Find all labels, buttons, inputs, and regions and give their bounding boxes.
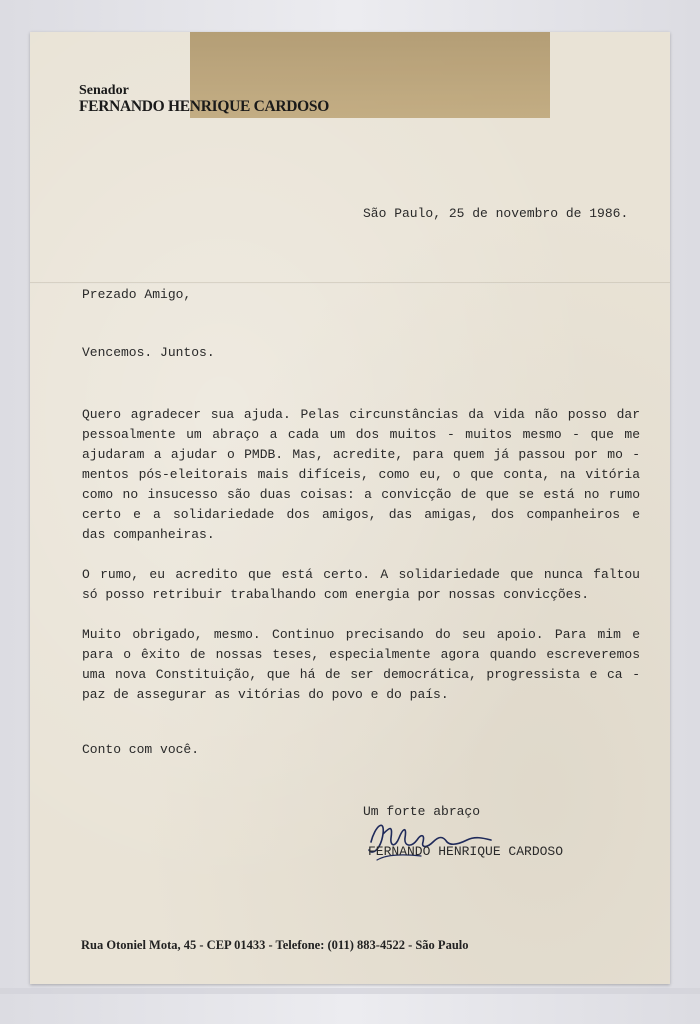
letter-signoff: Um forte abraço [363,804,481,819]
signed-name: FERNANDO HENRIQUE CARDOSO [368,844,564,859]
sleeve-edge [0,988,700,994]
paragraph-line: uma nova Constituição, que há de ser democrática, progressista e ca - [82,667,640,682]
letter-closing: Conto com você. [82,742,200,757]
letter-salutation: Prezado Amigo, [82,287,192,302]
paragraph-line: Muito obrigado, mesmo. Continuo precisando do seu apoio. Para mim e [82,627,640,642]
paragraph-line: pessoalmente um abraço a cada um dos muitos - muitos mesmo - que me [82,427,640,442]
letter-paper [30,32,670,984]
paragraph-line: certo e a solidariedade dos amigos, das amigas, dos companheiros e [82,507,640,522]
paper-fold [30,282,670,284]
letter-opening: Vencemos. Juntos. [82,345,215,360]
paragraph-line: mentos pós-eleitorais mais difíceis, como eu, o que conta, na vitória [82,467,640,482]
paragraph-line: para o êxito de nossas teses, especialmente agora quando escreveremos [82,647,640,662]
letterhead-footer-address: Rua Otoniel Mota, 45 - CEP 01433 - Telefone: (011) 883-4522 - São Paulo [81,938,469,952]
paragraph-line: O rumo, eu acredito que está certo. A solidariedade que nunca faltou [82,567,640,582]
paragraph-line: ajudaram a ajudar o PMDB. Mas, acredite, para quem já passou por mo - [82,447,640,462]
paragraph-line: como no insucesso são duas coisas: a convicção de que se está no rumo [82,487,640,502]
letter-date: São Paulo, 25 de novembro de 1986. [363,206,629,221]
paragraph-line: paz de assegurar as vitórias do povo e do país. [82,687,449,702]
letterhead-name: FERNANDO HENRIQUE CARDOSO [79,98,329,115]
paragraph-line: só posso retribuir trabalhando com energia por nossas convicções. [82,587,590,602]
letterhead-title: Senador [79,83,129,98]
paragraph-line: Quero agradecer sua ajuda. Pelas circunstâncias da vida não posso dar [82,407,640,422]
paragraph-line: das companheiras. [82,527,215,542]
